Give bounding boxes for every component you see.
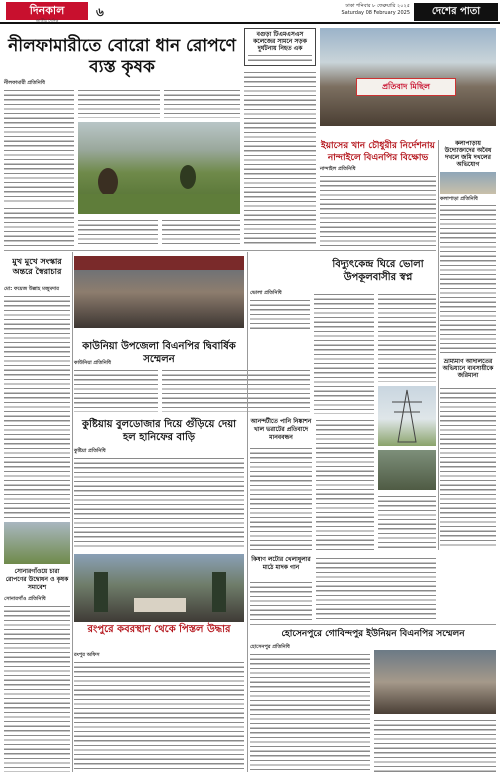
- power-tower-image: [378, 386, 436, 446]
- stage-banner: [74, 256, 244, 270]
- photo-power-tower: [378, 386, 436, 446]
- column-rule: [72, 252, 73, 772]
- page-number: ৬: [96, 5, 104, 19]
- headline-ishaque: ইয়াসের খান চৌধুরীর নির্দেশনায় নান্দাইলে বিএনপির বিক্ষোভ: [321, 141, 435, 163]
- byline-kaunia: কাউনিয়া প্রতিনিধি: [74, 360, 111, 366]
- photo-sonargaon: [4, 522, 70, 564]
- byline-bidyut: ভোলা প্রতিনিধি: [250, 290, 282, 296]
- article-body-hossainpur-2: [374, 718, 496, 772]
- article-body-nilphamari: [4, 88, 74, 204]
- article-body-kaunia-2: [162, 368, 310, 412]
- photo-rice-planting: [78, 122, 240, 214]
- article-body-column-middle: [244, 70, 316, 246]
- byline-mukh: মো: ফয়েজ উল্লাহ মজুমদার: [4, 286, 59, 292]
- logo-tagline: জাতীয় দৈনিক: [35, 18, 59, 23]
- headline-kolapara: কলাপাড়ায় উদ্যোক্তাদের অবৈধ দখলে জমি দখলের অভিযোগ: [444, 140, 492, 168]
- police-officers-image: [74, 554, 244, 622]
- photo-hossainpur: [374, 650, 496, 714]
- headline-kushtia: কুষ্টিয়ায় বুলডোজার দিয়ে গুঁড়িয়ে দেয়া হল হানিফের বাড়ি: [81, 419, 236, 443]
- article-body-right-2: [378, 494, 436, 550]
- photo-protest-rally: [320, 28, 496, 126]
- date-english: Saturday 08 February 2025: [341, 10, 410, 16]
- article-body-sonargaon: [4, 604, 70, 772]
- headline-bhramyaman: ভ্রাম্যমাণ আদালতের অভিযানে ব্যবসায়ীকে জরিমানা: [442, 358, 494, 379]
- article-body-kushtia: [74, 456, 244, 550]
- article-body-ishaque: [320, 174, 436, 246]
- article-body-kishan: [250, 580, 312, 620]
- photo-bnp-conference: [74, 256, 244, 328]
- article-body-nilphamari-4: [78, 218, 158, 246]
- column-rule-3: [438, 140, 439, 550]
- divider-2: [250, 624, 496, 625]
- article-body-hossainpur: [250, 652, 370, 772]
- date-block: [300, 3, 410, 17]
- divider: [4, 250, 436, 251]
- date-bangla: ঢাকা শনিবার ৮ ফেব্রুয়ারি ২০২৫: [345, 3, 410, 9]
- article-body-bidyut-3: [378, 292, 436, 382]
- article-body-mukh: [4, 294, 70, 520]
- article-body-kolapara: [440, 203, 496, 353]
- headline-anandatir: আনন্দটীতে পানি নিষ্কাশন খাল ভরাটের প্রতিবাদে মানববন্ধন: [250, 418, 312, 441]
- box-bagha: [244, 28, 316, 66]
- byline-kolapara: কলাপাড়া প্রতিনিধি: [440, 196, 478, 202]
- byline-ishaque: নান্দাইল প্রতিনিধি: [320, 166, 356, 172]
- headline-mukh: মুখ মুখে সংস্কার অন্তরে স্বৈরাচার: [12, 256, 62, 276]
- farmers-image: [78, 122, 240, 214]
- article-body-nilphamari-5: [162, 218, 240, 246]
- headline-nilphamari: নীলফামারীতে বোরো ধান রোপণে ব্যস্ত কৃষক: [8, 36, 236, 77]
- masthead: [0, 0, 500, 24]
- article-body-nilphamari-3: [164, 88, 240, 118]
- headline-kishan: কিষাণ লটোর খেলাধুলার মাঠে মাদক গান: [251, 556, 311, 571]
- photo-police-recovery: [74, 554, 244, 622]
- article-body-kishan-2: [316, 556, 436, 620]
- article-body-nilphamari-2: [78, 88, 160, 118]
- article-body-bagha: [248, 53, 312, 63]
- newspaper-logo: দিনকাল: [6, 2, 88, 20]
- rally-banner: প্রতিবাদ মিছিল: [356, 78, 456, 96]
- photo-market: [378, 450, 436, 490]
- article-body-anandatir-2: [316, 418, 374, 550]
- article-body-rangpur: [74, 660, 244, 772]
- article-body-nilphamari-6: [4, 206, 74, 246]
- headline-rangpur: রংপুরে কবরস্থান থেকে পিস্তল উদ্ধার: [87, 624, 231, 635]
- article-body-bhramyaman: [440, 386, 496, 546]
- byline-kushtia: কুষ্টিয়া প্রতিনিধি: [74, 448, 106, 454]
- headline-bidyut: বিদ্যুৎকেন্দ্র ঘিরে ভোলা উপকূলবাসীর স্বপ্ন: [332, 259, 424, 283]
- article-body-kaunia: [74, 368, 158, 412]
- byline-rangpur: রংপুর অফিস: [74, 652, 100, 658]
- byline-nilphamari: নীলফামারী প্রতিনিধি: [4, 80, 45, 86]
- headline-bagha: বগুড়া টিএমএসএস কলেজের সামনে সড়ক দুর্ঘটনায় নিহত এক: [253, 31, 307, 52]
- headline-kaunia: কাউনিয়া উপজেলা বিএনপির দ্বিবার্ষিক সম্মেলন: [82, 341, 236, 365]
- column-rule-2: [247, 252, 248, 772]
- article-body-anandatir: [250, 446, 312, 550]
- byline-sonargaon: সোনারগাঁও প্রতিনিধি: [4, 596, 46, 602]
- section-title: দেশের পাতা: [414, 3, 498, 21]
- headline-hossainpur: হোসেনপুরে গোবিন্দপুর ইউনিয়ন বিএনপির সম্মেলন: [281, 629, 465, 639]
- headline-sonargaon: সোনারগাঁওয়ে চারা রোপণের উদ্বোধন ও কৃষক সমাবেশ: [5, 568, 69, 591]
- photo-kolapara: [440, 172, 496, 194]
- article-body-bidyut: [250, 298, 310, 332]
- article-body-bidyut-2: [314, 292, 374, 414]
- byline-hossainpur: হোসেনপুর প্রতিনিধি: [250, 644, 290, 650]
